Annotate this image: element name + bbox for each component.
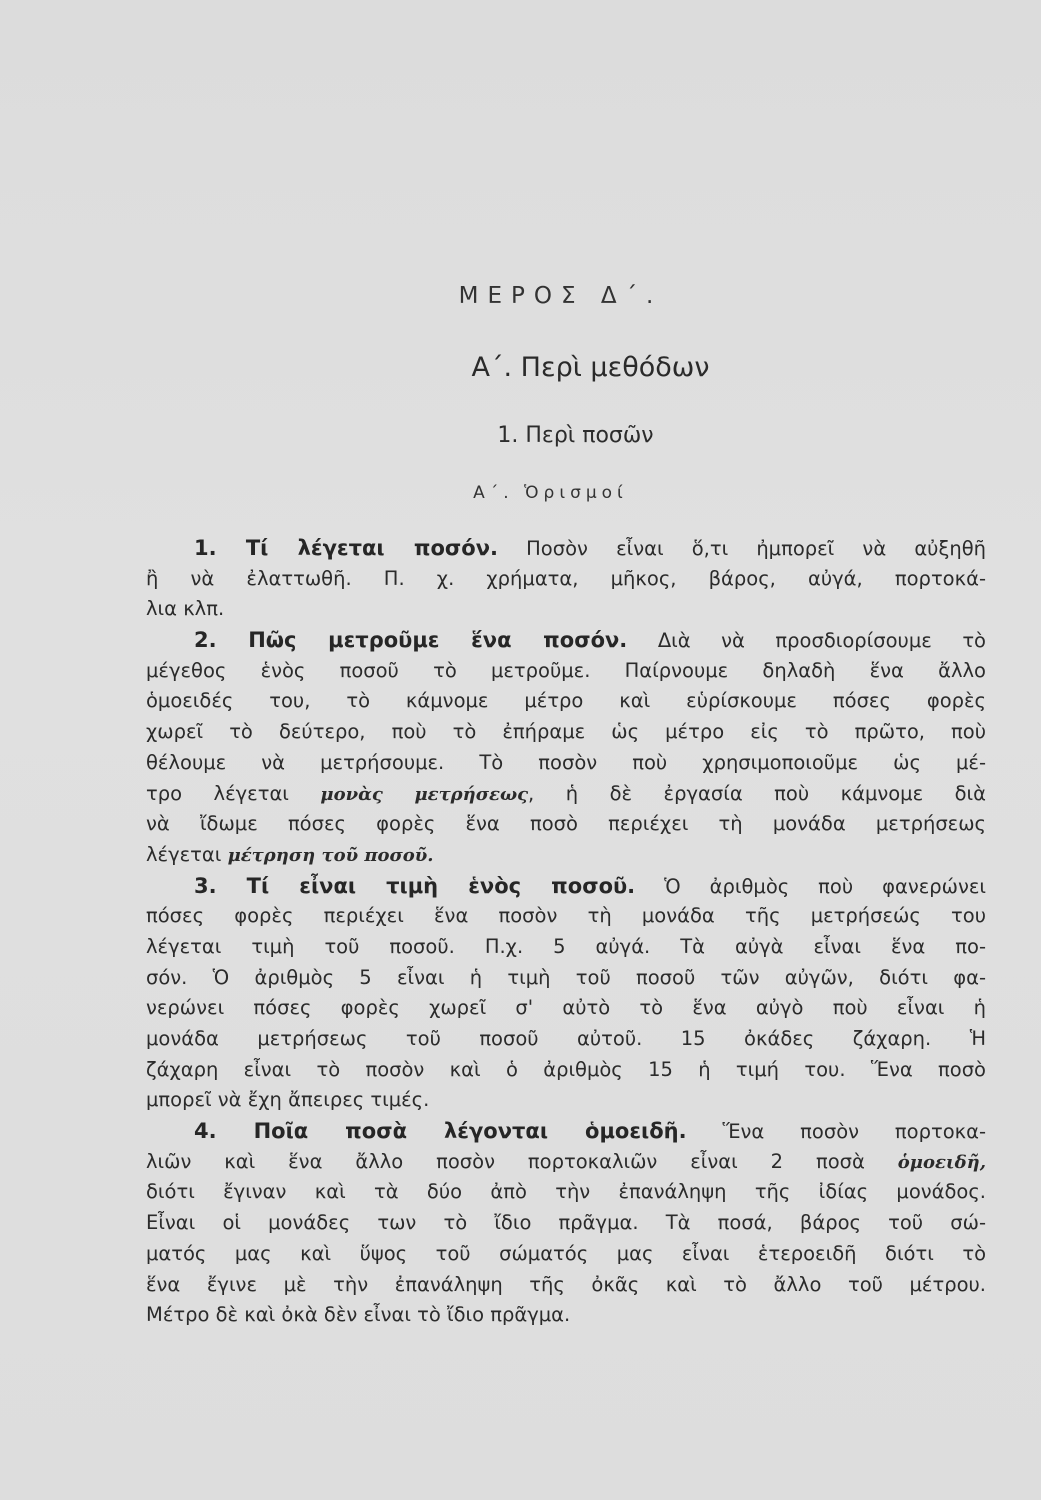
text-line: λέγεται τιμὴ τοῦ ποσοῦ. Π.χ. 5 αὐγά. Τὰ αὐγὰ εἶναι ἕνα πο- — [146, 934, 986, 958]
paragraph-homogeneous-quantities — [146, 1116, 986, 1331]
italic-term: ὁμοειδῆ, — [897, 1151, 986, 1173]
line-text: , ἡ δὲ ἐργασία ποὺ κάμνομε διὰ — [528, 781, 986, 805]
italic-term: μονὰς μετρήσεως — [320, 783, 529, 805]
text-line: μονάδα μετρήσεως τοῦ ποσοῦ αὐτοῦ. 15 ὀκάδες ζάχαρη. Ἡ — [146, 1027, 986, 1050]
text-line: ἕνα ἔγινε μὲ τὴν ἐπανάληψη τῆς ὀκᾶς καὶ τὸ ἄλλο τοῦ μέτρου. — [146, 1272, 986, 1296]
text-line: μπορεῖ νὰ ἔχη ἄπειρες τιμές. — [146, 1088, 430, 1112]
line-text: λέγεται — [146, 842, 222, 866]
text-line: σόν. Ὁ ἀριθμὸς 5 εἶναι ἡ τιμὴ τοῦ ποσοῦ τῶν αὐγῶν, διότι φα- — [146, 965, 986, 989]
text-line — [146, 1147, 986, 1178]
line-text: Διὰ νὰ προσδιορίσουμε τὸ — [657, 629, 986, 653]
subsection-title: 1. Περὶ ποσῶν — [497, 423, 654, 448]
paragraph-value-of-quantity — [146, 871, 986, 1117]
paragraph-heading: 4. Ποῖα ποσὰ λέγονται ὁμοειδῆ. — [194, 1119, 687, 1144]
line-text: τρο λέγεται — [146, 781, 289, 805]
text-line: θέλουμε νὰ μετρήσουμε. Τὸ ποσὸν ποὺ χρησιμοποιοῦμε ὡς μέ- — [146, 750, 986, 774]
text-line: μέγεθος ἑνὸς ποσοῦ τὸ μετροῦμε. Παίρνουμε δηλαδὴ ἕνα ἄλλο — [146, 658, 986, 682]
text-line: ὁμοειδές του, τὸ κάμνομε μέτρο καὶ εὑρίσκουμε πόσες φορὲς — [146, 689, 986, 713]
text-line: λια κλπ. — [146, 597, 225, 621]
text-line — [146, 840, 986, 871]
body-text — [146, 533, 986, 1331]
line-text: Ὁ ἀριθμὸς ποὺ φανερώνει — [664, 874, 986, 898]
text-line: διότι ἔγιναν καὶ τὰ δύο ἀπὸ τὴν ἐπανάληψη τῆς ἰδίας μονάδος. — [146, 1180, 986, 1204]
paragraph-heading: 1. Τί λέγεται ποσόν. — [194, 536, 498, 560]
line-text: λιῶν καὶ ἕνα ἄλλο ποσὸν πορτοκαλιῶν εἶναι 2 ποσὰ — [146, 1149, 865, 1173]
text-line: νὰ ἴδωμε πόσες φορὲς ἕνα ποσὸ περιέχει τὴ μονάδα μετρήσεως — [146, 812, 986, 836]
text-line: νερώνει πόσες φορὲς χωρεῖ σ' αὐτὸ τὸ ἕνα αὐγὸ ποὺ εἶναι ἡ — [146, 996, 986, 1020]
italic-term: μέτρηση τοῦ ποσοῦ. — [227, 844, 434, 866]
text-line: Εἶναι οἱ μονάδες των τὸ ἴδιο πρᾶγμα. Τὰ ποσά, βάρος τοῦ σώ- — [146, 1211, 986, 1235]
text-line — [146, 779, 986, 810]
part-title: ΜΕΡΟΣ Δ΄. — [458, 283, 663, 309]
section-title: Α΄. Περὶ μεθόδων — [471, 352, 710, 383]
text-line: ἢ νὰ ἐλαττωθῆ. Π. χ. χρήματα, μῆκος, βάρος, αὐγά, πορτοκά- — [146, 566, 986, 590]
paragraph-measuring — [146, 625, 986, 871]
line-text: Ποσὸν εἶναι ὅ,τι ἠμπορεῖ νὰ αὐξηθῆ — [526, 537, 986, 560]
text-line — [146, 1116, 986, 1147]
text-line: ματός μας καὶ ὕψος τοῦ σώματός μας εἶναι ἑτεροειδῆ διότι τὸ — [146, 1241, 986, 1265]
text-line — [146, 871, 986, 902]
text-line: ζάχαρη εἶναι τὸ ποσὸν καὶ ὁ ἀριθμὸς 15 ἡ τιμή του. Ἕνα ποσὸ — [146, 1057, 986, 1081]
text-line — [146, 533, 986, 564]
text-line: Μέτρο δὲ καὶ ὀκὰ δὲν εἶναι τὸ ἴδιο πρᾶγμα. — [146, 1303, 571, 1327]
definitions-subheading: Α΄. Ὁρισμοί — [473, 483, 628, 503]
paragraph-quantity-definition — [146, 533, 986, 625]
text-line: χωρεῖ τὸ δεύτερο, ποὺ τὸ ἐπήραμε ὡς μέτρο εἰς τὸ πρῶτο, ποὺ — [146, 720, 986, 744]
paragraph-heading: 3. Τί εἶναι τιμὴ ἑνὸς ποσοῦ. — [194, 873, 636, 898]
paragraph-heading: 2. Πῶς μετροῦμε ἕνα ποσόν. — [194, 628, 628, 653]
line-text: Ἕνα ποσὸν πορτοκα- — [722, 1120, 987, 1144]
text-line: πόσες φορὲς περιέχει ἕνα ποσὸν τὴ μονάδα τῆς μετρήσεώς του — [146, 904, 986, 928]
text-line — [146, 625, 986, 656]
